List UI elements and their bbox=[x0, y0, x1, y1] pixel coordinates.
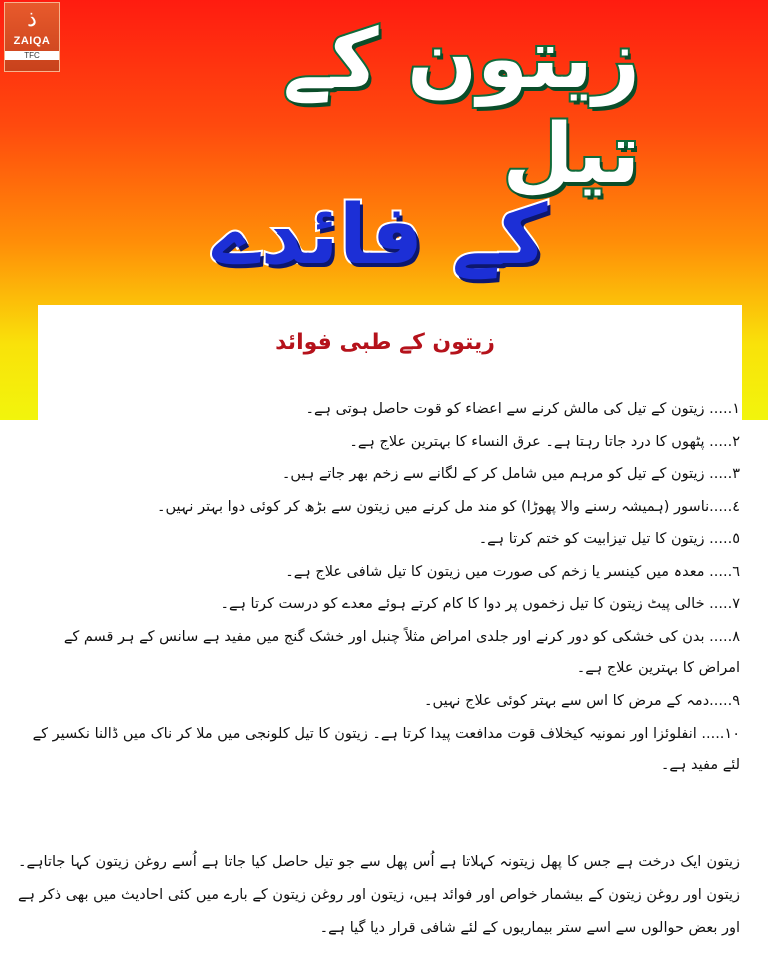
list-item: ٦..... معدہ میں کینسر یا زخم کی صورت میں زیتون کا تیل شافی علاج ہے۔ bbox=[285, 563, 740, 580]
list-item: ١..... زیتون کے تیل کی مالش کرنے سے اعضاء کو قوت حاصل ہوتی ہے۔ bbox=[305, 401, 740, 417]
logo-sub: TFC bbox=[5, 51, 59, 60]
intro-paragraph: زیتون ایک درخت ہے جس کا پھل زیتونہ کہلاتا ہے اُس پھل سے جو تیل حاصل کیا جاتا ہے اُسے روغن زیتون کہا جاتاہے۔زیتون اور روغن زیتون کے بیشمار خواص اور فوائد ہیں، زیتون اور روغن زیتون کے بارے میں کئی احادیث میں بھی ذکر ہے اور بعض حوالوں سے اسے ستر بیماریوں کے لئے شافی قرار دیا گیا ہے۔ bbox=[18, 854, 740, 936]
logo-name: ZAIQA bbox=[13, 35, 51, 47]
list-item: ٥..... زیتون کا تیل تیزابیت کو ختم کرتا ہے۔ bbox=[478, 531, 740, 547]
title-line-1: زیتون کے تیل bbox=[282, 12, 640, 202]
list-item: ٨..... بدن کی خشکی کو دور کرنے اور جلدی امراض مثلاً چنبل اور خشک گنج میں مفید ہے سانس کے ہر قسم کے امراض کا بہترین علاج ہے۔ bbox=[63, 628, 740, 676]
section-heading: زیتون کے طبی فوائد bbox=[275, 329, 495, 355]
list-item: ٢..... پٹھوں کا درد جاتا رہتا ہے۔ عرق النساء کا بہترین علاج ہے۔ bbox=[349, 433, 740, 450]
zaiqa-logo bbox=[4, 2, 60, 72]
benefits-list bbox=[18, 394, 740, 783]
logo-mark: ذ bbox=[27, 7, 37, 32]
list-item: ٩.....دمہ کے مرض کا اس سے بہتر کوئی علاج نہیں۔ bbox=[424, 693, 740, 709]
list-item: ٧..... خالی پیٹ زیتون کا تیل زخموں پر دوا کا کام کرتے ہوئے معدے کو درست کرتا ہے۔ bbox=[220, 596, 740, 612]
list-item: ٣..... زیتون کے تیل کو مرہم میں شامل کر کے لگانے سے زخم بھر جاتے ہیں۔ bbox=[281, 466, 740, 482]
title-line-2: کے فائدے bbox=[212, 187, 548, 283]
list-item: ١٠..... انفلوئزا اور نمونیہ کیخلاف قوت مدافعت پیدا کرتا ہے۔ زیتون کا تیل کلونجی میں ملا کر ناک میں ڈالنا نکسیر کے لئے مفید ہے۔ bbox=[32, 725, 740, 773]
list-item: ٤.....ناسور (ہمیشہ رسنے والا پھوڑا) کو مند مل کرنے میں زیتون سے بڑھ کر کوئی دوا بہتر نہیں۔ bbox=[157, 498, 740, 515]
